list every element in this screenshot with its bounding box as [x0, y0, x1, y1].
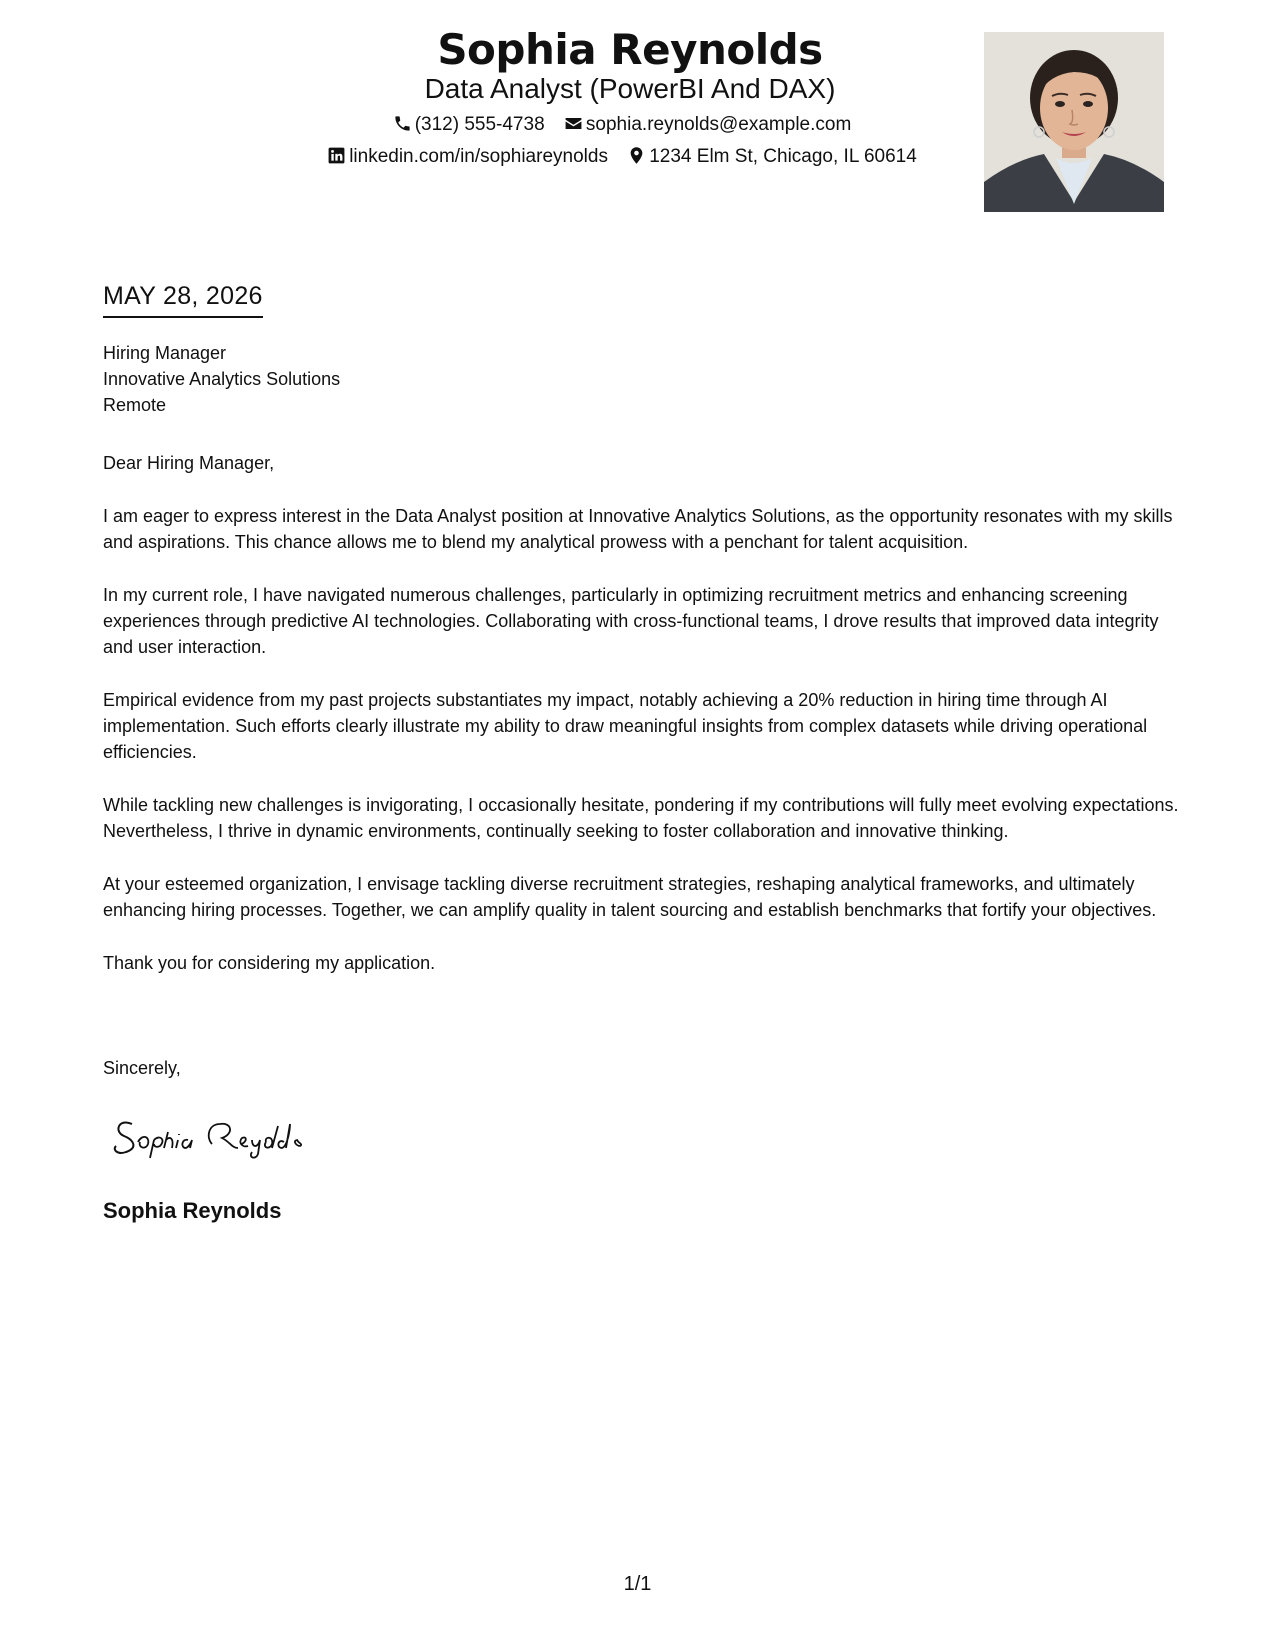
- letter-date: MAY 28, 2026: [103, 279, 263, 318]
- map-pin-icon: [627, 146, 646, 165]
- phone-icon: [393, 114, 412, 133]
- recipient-company: Innovative Analytics Solutions: [103, 369, 341, 389]
- linkedin-contact[interactable]: [327, 144, 608, 170]
- address-text: 1234 Elm St, Chicago, IL 60614: [649, 146, 917, 167]
- portrait-photo: [984, 32, 1164, 212]
- recipient-title: Hiring Manager: [103, 343, 227, 363]
- email-text: sophia.reynolds@example.com: [585, 114, 852, 135]
- body-paragraph: In my current role, I have navigated numerous challenges, particularly in optimizing recruitment metrics and enhancing screening experiences through predictive AI technologies. Collaborating with cross-functional teams, I drove results that improved data integrity and user interaction.: [103, 585, 1159, 657]
- body-paragraph: At your esteemed organization, I envisage tackling diverse recruitment strategies, reshaping analytical frameworks, and ultimately enhancing hiring processes. Together, we can amplify quality in talent sourcing and establish benchmarks that fortify your objectives.: [103, 874, 1157, 920]
- body-paragraph: I am eager to express interest in the Data Analyst position at Innovative Analytics Solutions, as the opportunity resonates with my skills and aspirations. This chance allows me to blend my analytical prowess with a penchant for talent acquisition.: [103, 506, 1173, 552]
- applicant-name: Sophia Reynolds: [437, 25, 823, 74]
- linkedin-icon: [327, 146, 346, 165]
- body-paragraph: Thank you for considering my application.: [103, 953, 436, 973]
- job-title: Data Analyst (PowerBI And DAX): [424, 73, 836, 104]
- phone-text: (312) 555-4738: [414, 114, 545, 135]
- letter-header: [0, 0, 1275, 230]
- page-number: 1/1: [623, 1573, 652, 1595]
- address-contact: [627, 144, 917, 170]
- email-contact[interactable]: [564, 112, 851, 138]
- phone-contact[interactable]: [393, 112, 545, 138]
- envelope-icon: [564, 114, 583, 133]
- letter-body: [103, 450, 1183, 1003]
- body-paragraph: While tackling new challenges is invigorating, I occasionally hesitate, pondering if my contributions will fully meet evolving expectations. Nevertheless, I thrive in dynamic environments, continually seeking to foster collaboration and innovative thinking.: [103, 795, 1179, 841]
- salutation: Dear Hiring Manager,: [103, 453, 275, 473]
- body-paragraph: Empirical evidence from my past projects substantiates my impact, notably achieving a 20% reduction in hiring time through AI implementation. Such efforts clearly illustrate my ability to draw meaningful insights from complex datasets while driving operational efficiencies.: [103, 690, 1148, 762]
- closing: Sincerely,: [103, 1058, 181, 1078]
- recipient-location: Remote: [103, 395, 167, 415]
- linkedin-text: linkedin.com/in/sophiareynolds: [349, 146, 608, 167]
- signed-name: Sophia Reynolds: [103, 1198, 282, 1223]
- portrait-illustration: [984, 32, 1164, 212]
- recipient-block: [103, 340, 340, 418]
- handwritten-signature: [108, 1110, 368, 1160]
